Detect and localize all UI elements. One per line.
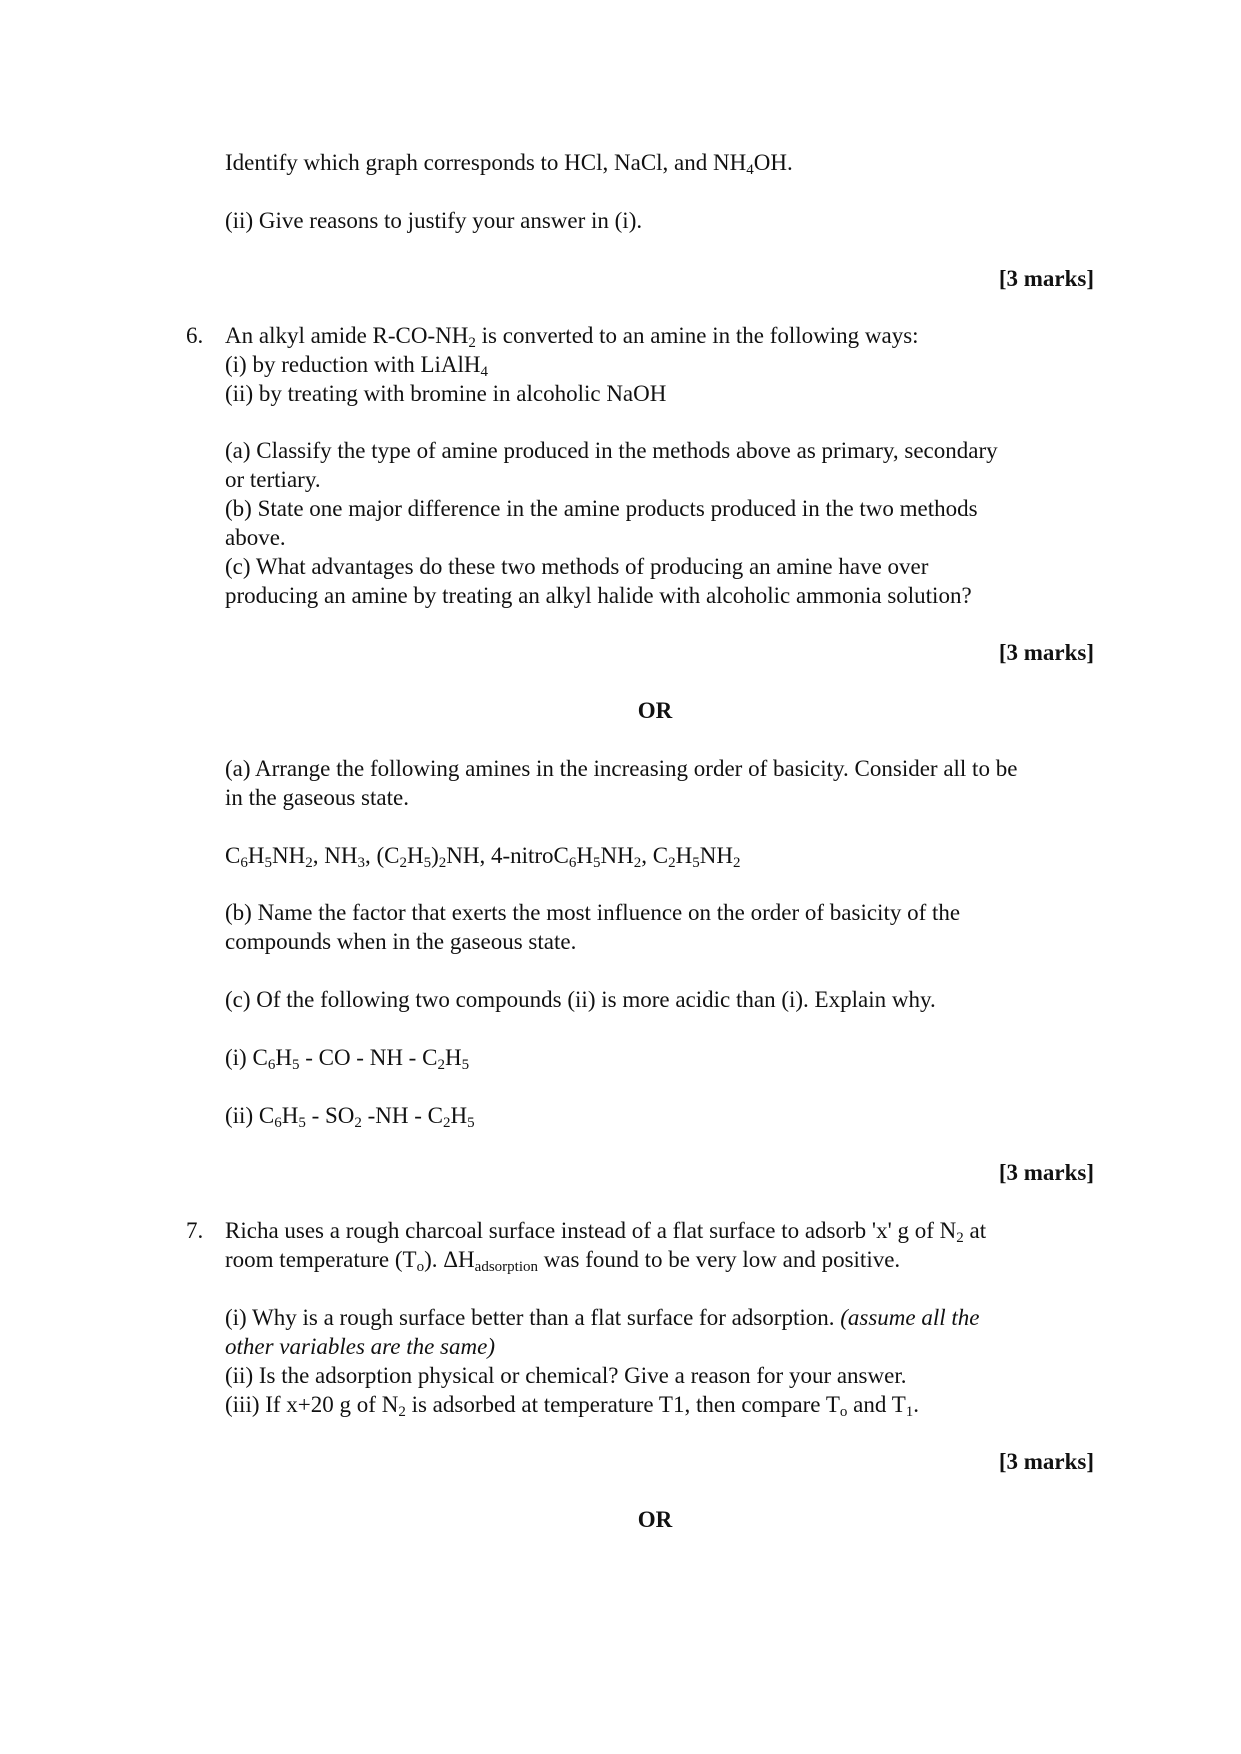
q6-alt-part-b-line1: (b) Name the factor that exerts the most influence on the order of basicity of the xyxy=(225,900,961,925)
q6-compound-i: (i) $C_6H_5$ - CO - NH - $C_2H_5$ xyxy=(225,1045,470,1073)
q6-alt-part-a-line2: in the gaseous state. xyxy=(225,785,409,810)
q7-marks: [3 marks] xyxy=(998,1449,1094,1474)
q6-alt-part-b-line2: compounds when in the gaseous state. xyxy=(225,929,577,954)
q7-line1: Richa uses a rough charcoal surface instead of a flat surface to adsorb 'x' g of $N_2$ at xyxy=(225,1218,987,1246)
q6-part-c-line1: (c) What advantages do these two methods of producing an amine have over xyxy=(225,554,929,579)
q7-part-ii: (ii) Is the adsorption physical or chemical? Give a reason for your answer. xyxy=(225,1363,907,1388)
q6-or-heading: OR xyxy=(637,698,673,723)
q6-method-i: (i) by reduction with LiAlH$_4$ xyxy=(225,352,489,380)
q5-identify-text: Identify which graph corresponds to HCl, NaCl, and $NH_4OH$. xyxy=(225,150,793,178)
q6-alt-part-a-line1: (a) Arrange the following amines in the increasing order of basicity. Consider all to be xyxy=(225,756,1018,781)
q6-part-a-line1: (a) Classify the type of amine produced in the methods above as primary, secondary xyxy=(225,438,998,463)
q7-or-heading: OR xyxy=(637,1507,673,1532)
q5-marks: [3 marks] xyxy=(998,266,1094,291)
q6-alt-part-c: (c) Of the following two compounds (ii) is more acidic than (i). Explain why. xyxy=(225,987,936,1012)
q6-intro: An alkyl amide $R-CO-NH_2$ is converted to an amine in the following ways: xyxy=(225,323,919,351)
q7-number: 7. xyxy=(186,1218,204,1243)
q7-line2: room temperature $(T_o)$. $\Delta H_{adsorption}$ was found to be very low and positive. xyxy=(225,1247,901,1275)
q6-part-b-line1: (b) State one major difference in the amine products produced in the two methods xyxy=(225,496,978,521)
q6-compound-ii: (ii) $C_6H_5 - SO_2$ $-NH - C_2H_5$ xyxy=(225,1103,475,1131)
q7-part-i-line2: other variables are the same) xyxy=(225,1334,495,1359)
q6-part-b-line2: above. xyxy=(225,525,286,550)
q6-part-a-line2: or tertiary. xyxy=(225,467,321,492)
q6-alt-marks: [3 marks] xyxy=(998,1160,1094,1185)
q6-marks: [3 marks] xyxy=(998,640,1094,665)
q5-reasons-text: (ii) Give reasons to justify your answer in (i). xyxy=(225,208,643,233)
q7-part-i-line1: (i) Why is a rough surface better than a flat surface for adsorption. (assume all the xyxy=(225,1305,980,1330)
q6-amine-list: $C_6H_5NH_2$, $NH_3$, $(C_2H_5)_2NH$, $4-nitroC_6H_5NH_2$, $C_2H_5NH_2$ xyxy=(225,843,741,871)
q6-method-ii: (ii) by treating with bromine in alcoholic NaOH xyxy=(225,381,667,406)
q7-part-iii: (iii) If x+20 g of $N_2$ is adsorbed at temperature T1, then compare $T_o$ and $T_1$. xyxy=(225,1392,919,1420)
q6-part-c-line2: producing an amine by treating an alkyl halide with alcoholic ammonia solution? xyxy=(225,583,972,608)
q6-number: 6. xyxy=(186,323,204,348)
